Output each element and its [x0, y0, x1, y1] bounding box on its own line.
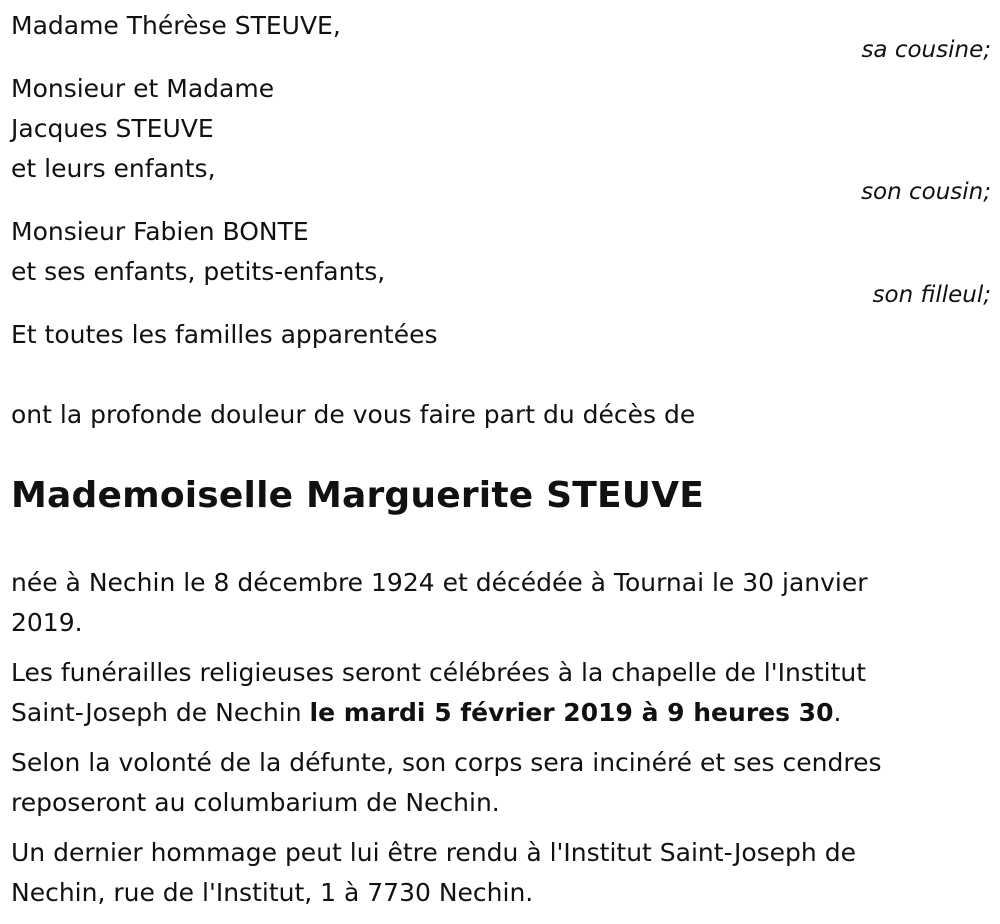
family-line: Et toutes les familles apparentées [11, 320, 438, 349]
deceased-name: Mademoiselle Marguerite STEUVE [11, 475, 705, 516]
relation-label: sa cousine; [861, 37, 991, 63]
family-line: Monsieur et Madame [11, 74, 275, 103]
family-line: et leurs enfants, [11, 154, 216, 183]
relation-label: son filleul; [872, 282, 991, 308]
birth-death-paragraph: née à Nechin le 8 décembre 1924 et décédée à Tournai le 30 janvier 2019. [11, 568, 868, 637]
family-line: Jacques STEUVE [11, 114, 214, 143]
family-line: et ses enfants, petits-enfants, [11, 257, 386, 286]
announcement-text: ont la profonde douleur de vous faire part du décès de [11, 400, 696, 429]
funeral-suffix: . [833, 698, 842, 727]
funeral-paragraph [11, 653, 941, 733]
family-group-2 [11, 69, 991, 189]
relation-label: son cousin; [861, 179, 991, 205]
homage-paragraph: Un dernier hommage peut lui être rendu à l'Institut Saint-Joseph de Nechin, rue de l'Institut, 1 à 7730 Nechin. [11, 838, 856, 907]
details-section [11, 563, 941, 913]
cremation-paragraph: Selon la volonté de la défunte, son corps sera incinéré et ses cendres reposeront au columbarium de Nechin. [11, 748, 882, 817]
funeral-date: le mardi 5 février 2019 à 9 heures 30 [309, 698, 834, 727]
family-line: Madame Thérèse STEUVE, [11, 11, 341, 40]
family-group-4 [11, 315, 991, 355]
funeral-prefix: Les funérailles religieuses seront célébrées à la chapelle de l'Institut Saint-Joseph de Nechin [11, 658, 867, 727]
family-line: Monsieur Fabien BONTE [11, 217, 309, 246]
